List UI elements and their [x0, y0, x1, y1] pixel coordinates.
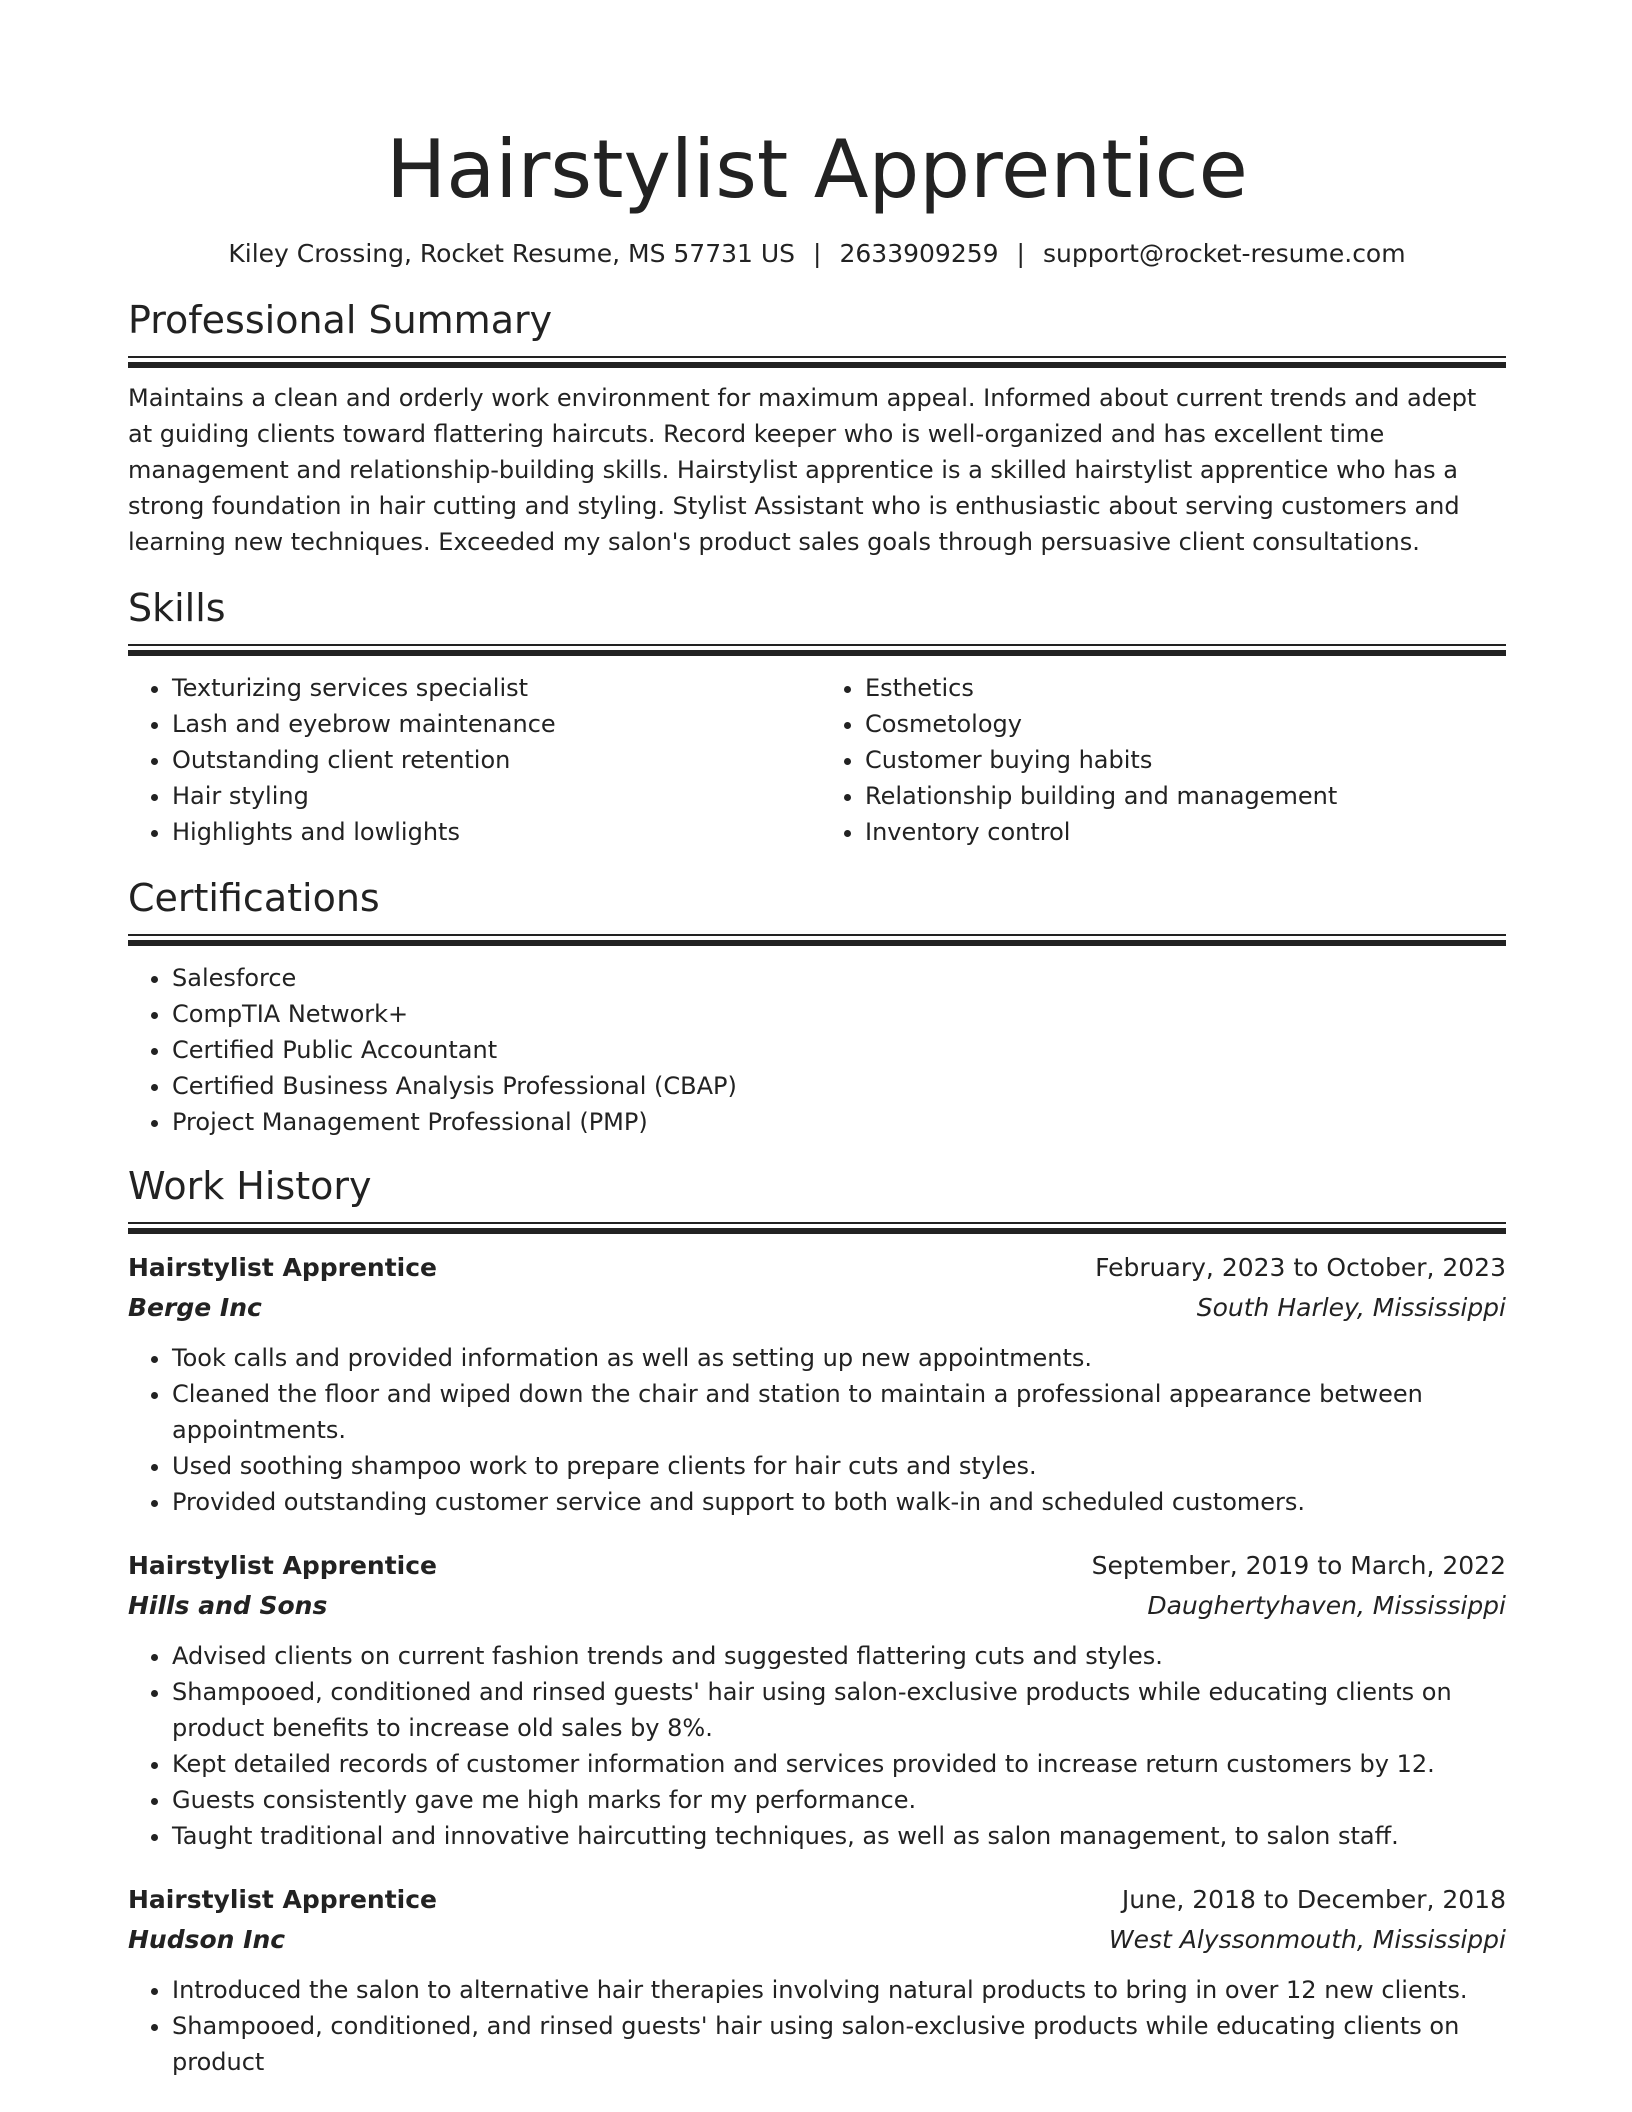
- section-heading-work-history: Work History: [128, 1164, 372, 1208]
- job-subheader: [128, 1586, 1506, 1626]
- job-dates: September, 2019 to March, 2022: [1091, 1551, 1506, 1580]
- job-dates: June, 2018 to December, 2018: [1121, 1885, 1506, 1914]
- skill-item: • Highlights and lowlights: [172, 814, 813, 850]
- contact-separator: |: [813, 239, 822, 268]
- contact-phone: 2633909259: [839, 239, 999, 268]
- job-subheader: [128, 1920, 1506, 1960]
- job-entry: [128, 1880, 1506, 2080]
- section-heading-summary: Professional Summary: [128, 298, 553, 342]
- section-heading-skills: Skills: [128, 586, 226, 630]
- certification-item: • CompTIA Network+: [172, 996, 1506, 1032]
- skills-column-left: [128, 670, 813, 850]
- contact-separator: |: [1016, 239, 1025, 268]
- skills-column-right: [813, 670, 1506, 850]
- skills-section: [128, 584, 1506, 850]
- section-heading-certifications: Certifications: [128, 876, 380, 920]
- certifications-section: [128, 874, 1506, 1140]
- section-divider: [128, 1222, 1506, 1234]
- skill-item: • Customer buying habits: [865, 742, 1506, 778]
- contact-line: [128, 238, 1506, 270]
- job-location: West Alyssonmouth, Mississippi: [1108, 1925, 1506, 1954]
- job-header: [128, 1248, 1506, 1288]
- resume-page: [128, 0, 1506, 2080]
- job-bullet: • Shampooed, conditioned, and rinsed guests' hair using salon-exclusive products while educating clients on product: [172, 2008, 1506, 2080]
- job-title: Hairstylist Apprentice: [128, 1551, 438, 1580]
- job-bullet: • Guests consistently gave me high marks for my performance.: [172, 1782, 1506, 1818]
- skills-list: [128, 670, 1506, 850]
- contact-address: Kiley Crossing, Rocket Resume, MS 57731 US: [228, 239, 796, 268]
- skill-item: • Texturizing services specialist: [172, 670, 813, 706]
- job-bullet: • Cleaned the floor and wiped down the chair and station to maintain a professional appearance between appointments.: [172, 1376, 1506, 1448]
- skill-item: • Esthetics: [865, 670, 1506, 706]
- job-location: Daughertyhaven, Mississippi: [1147, 1591, 1506, 1620]
- job-bullet: • Kept detailed records of customer information and services provided to increase return customers by 12.: [172, 1746, 1506, 1782]
- summary-section: [128, 296, 1506, 560]
- skill-item: • Relationship building and management: [865, 778, 1506, 814]
- job-bullet: • Shampooed, conditioned and rinsed guests' hair using salon-exclusive products while educating clients on product benefits to increase old sales by 8%.: [172, 1674, 1506, 1746]
- contact-email: support@rocket-resume.com: [1042, 239, 1406, 268]
- certification-item: • Salesforce: [172, 960, 1506, 996]
- job-bullets: [128, 1972, 1506, 2080]
- page-title: Hairstylist Apprentice: [386, 123, 1248, 216]
- skill-item: • Hair styling: [172, 778, 813, 814]
- job-title: Hairstylist Apprentice: [128, 1253, 438, 1282]
- certification-item: • Certified Business Analysis Professional (CBAP): [172, 1068, 1506, 1104]
- job-header: [128, 1546, 1506, 1586]
- job-company: Hills and Sons: [128, 1591, 328, 1620]
- skill-item: • Cosmetology: [865, 706, 1506, 742]
- job-subheader: [128, 1288, 1506, 1328]
- job-bullet: • Provided outstanding customer service and support to both walk-in and scheduled customers.: [172, 1484, 1506, 1520]
- certification-item: • Project Management Professional (PMP): [172, 1104, 1506, 1140]
- job-bullet: • Used soothing shampoo work to prepare clients for hair cuts and styles.: [172, 1448, 1506, 1484]
- section-divider: [128, 356, 1506, 368]
- work-history-section: [128, 1162, 1506, 2080]
- skill-item: • Lash and eyebrow maintenance: [172, 706, 813, 742]
- job-title: Hairstylist Apprentice: [128, 1885, 438, 1914]
- summary-text: Maintains a clean and orderly work environment for maximum appeal. Informed about current trends and adept at guiding clients toward flattering haircuts. Record keeper who is well-organized and has excellent time management and relationship-building skills. Hairstylist apprentice is a skilled hairstylist apprentice who has a strong foundation in hair cutting and styling. Stylist Assistant who is enthusiastic about serving customers and learning new techniques. Exceeded my salon's product sales goals through persuasive client consultations.: [128, 384, 1477, 556]
- certifications-list: [128, 960, 1506, 1140]
- job-company: Berge Inc: [128, 1293, 262, 1322]
- job-entry: [128, 1546, 1506, 1854]
- job-header: [128, 1880, 1506, 1920]
- skill-item: • Outstanding client retention: [172, 742, 813, 778]
- job-dates: February, 2023 to October, 2023: [1095, 1253, 1506, 1282]
- job-entry: [128, 1248, 1506, 1520]
- section-divider: [128, 644, 1506, 656]
- job-company: Hudson Inc: [128, 1925, 286, 1954]
- job-bullet: • Introduced the salon to alternative hair therapies involving natural products to bring in over 12 new clients.: [172, 1972, 1506, 2008]
- job-bullets: [128, 1638, 1506, 1854]
- job-bullet: • Taught traditional and innovative haircutting techniques, as well as salon management, to salon staff.: [172, 1818, 1506, 1854]
- job-location: South Harley, Mississippi: [1196, 1293, 1506, 1322]
- job-bullet: • Advised clients on current fashion trends and suggested flattering cuts and styles.: [172, 1638, 1506, 1674]
- section-divider: [128, 934, 1506, 946]
- skill-item: • Inventory control: [865, 814, 1506, 850]
- job-bullet: • Took calls and provided information as well as setting up new appointments.: [172, 1340, 1506, 1376]
- certification-item: • Certified Public Accountant: [172, 1032, 1506, 1068]
- job-bullets: [128, 1340, 1506, 1520]
